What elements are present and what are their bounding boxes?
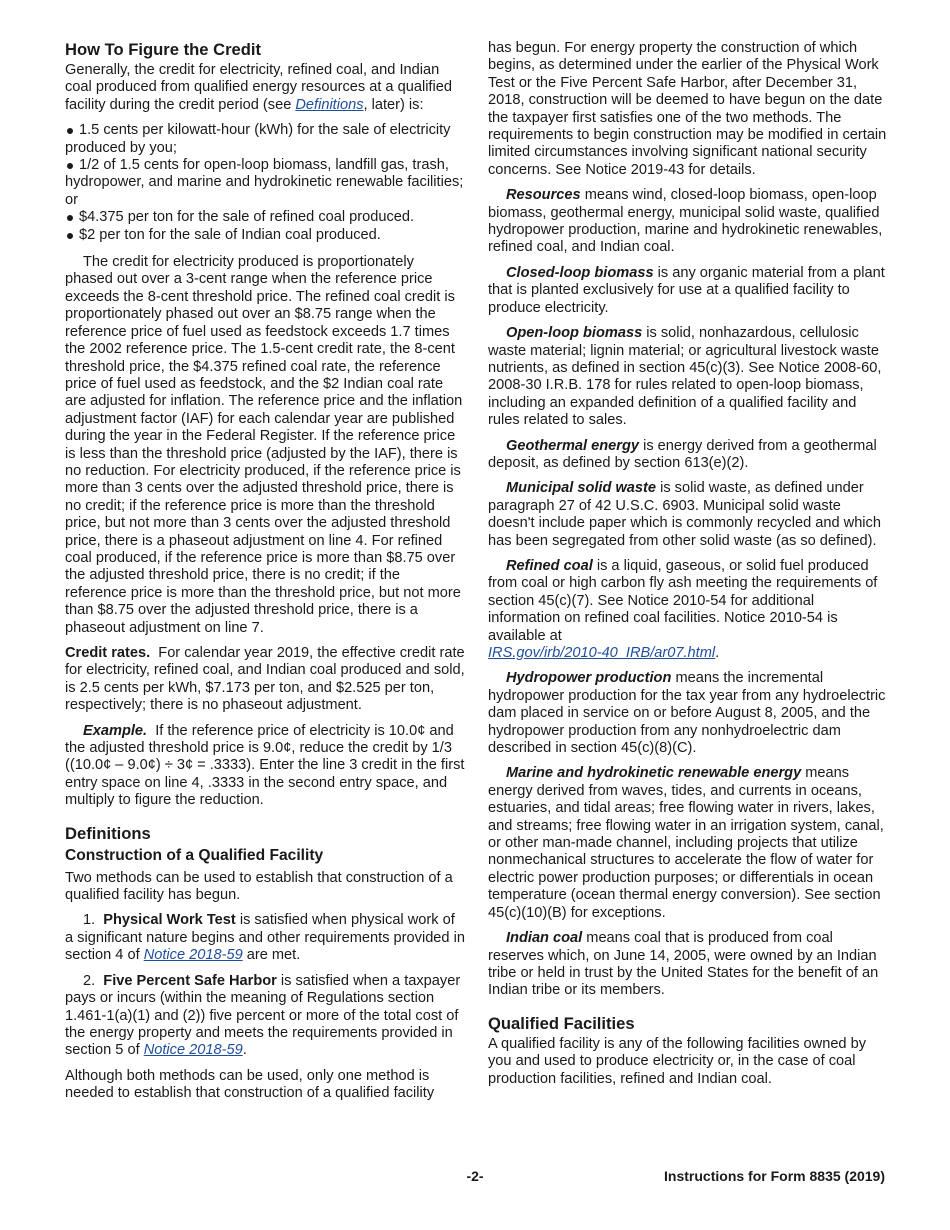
phaseout-paragraph: The credit for electricity produced is proportionately phased out over a 3-cent range when the reference price exceeds the 8-cent threshold price. The refined coal credit is proportionately phased out over an $8.75 range when the reference price of fuel used as feedstock exceeds 1.7 times the 2002 reference price. The 1.5-cent credit rate, the 8-cent threshold price, the $4.375 refined coal rate, the reference price of fuel used as feedstock, and the $2 Indian coal rate are adjusted for inflation. The reference price and the inflation adjustment factor (IAF) for each calendar year are published during the year in the Federal Register. If the reference price is less than the threshold price (adjusted by the IAF), there is no reduction. For electricity produced, if the reference price is more than 3 cents over the adjusted threshold price, there is no credit; if the reference price is more than the threshold price, but not more than 3 cents over the adjusted threshold price, there is a phaseout adjustment on line 4. For refined coal produced, if the reference price is more than $8.75 over the adjusted threshold price, there is no credit; if the reference price is more than the threshold price, but not more than $8.75 over the adjusted threshold price, there is a phaseout adjustment on line 7. bbox=[65, 254, 463, 636]
marine-hydrokinetic-text: means energy derived from waves, tides, and currents in oceans, estuaries, and tidal areas; free flowing water in rivers, lakes, and streams; free flowing water in an irrigation system, canal, or other man-made channel, including projects that utilize nonmechanical structures to accelerate the flow of water for electric power production purposes; or differentials in ocean temperature (ocean thermal energy conversion). See section 45(c)(10)(B) for exceptions. bbox=[488, 765, 884, 921]
indian-coal-definition bbox=[488, 930, 888, 1000]
refined-coal-definition bbox=[488, 558, 888, 662]
municipal-solid-waste-definition bbox=[488, 480, 888, 550]
hydropower-text: means the incremental hydropower production for the tax year from any hydroelectric dam placed in service on or before August 8, 2005, and the hydropower production from any nonhydroelectric dam described in section 45(c)(8)(C). bbox=[488, 670, 886, 757]
intro-text-before: Generally, the credit for electricity, refined coal, and Indian coal produced from qualified energy resources at a qualified facility during the credit period (see bbox=[65, 62, 452, 113]
section-heading-how-to-figure: How To Figure the Credit bbox=[65, 40, 262, 59]
physical-work-test-item bbox=[65, 912, 465, 964]
refined-coal-term: Refined coal bbox=[506, 557, 593, 574]
marine-hydrokinetic-term: Marine and hydrokinetic renewable energy bbox=[506, 765, 802, 782]
notice-2018-59-link[interactable]: Notice 2018-59 bbox=[143, 1042, 243, 1059]
continuation-paragraph: has begun. For energy property the construction of which begins, as determined under the earlier of the Physical Work Test or the Five Percent Safe Harbor, after December 31, 2018, construction will be deemed to have begun on the date the taxpayer first satisfies one of the two methods. The requirements to begin construction may be modified in certain limited circumstances involving significant national security concerns. See Notice 2019-43 for details. bbox=[488, 40, 887, 178]
five-percent-safe-harbor-item bbox=[65, 973, 465, 1060]
five-percent-safe-harbor-text: is satisfied when a taxpayer pays or incurs (within the meaning of Regulations section 1.461-1(a)(1) and (2)) five percent or more of the total cost of the energy property and meets the requirements provided in section 5 of bbox=[65, 972, 461, 1059]
physical-work-test-term: Physical Work Test bbox=[103, 912, 236, 929]
closing-paragraph: Although both methods can be used, only one method is needed to establish that construction of a qualified facility bbox=[65, 1067, 435, 1102]
hydropower-definition bbox=[488, 670, 888, 757]
qualified-facilities-heading: Qualified Facilities bbox=[488, 1013, 635, 1033]
notice-2018-59-link[interactable]: Notice 2018-59 bbox=[143, 947, 243, 964]
resources-term: Resources bbox=[506, 187, 581, 204]
definitions-heading: Definitions bbox=[65, 823, 151, 843]
item-number: 1. bbox=[83, 912, 96, 929]
construction-heading: Construction of a Qualified Facility bbox=[65, 846, 324, 864]
geothermal-term: Geothermal energy bbox=[506, 437, 640, 454]
item-number: 2. bbox=[83, 972, 96, 989]
list-item: 1/2 of 1.5 cents for open-loop biomass, landfill gas, trash, hydropower, and marine and hydrokinetic renewable facilities; or bbox=[65, 157, 464, 208]
definitions-link[interactable]: Definitions bbox=[295, 96, 364, 113]
list-item: $2 per ton for the sale of Indian coal produced. bbox=[65, 227, 465, 244]
intro-text-after: , later) is: bbox=[363, 96, 424, 113]
refined-coal-end: . bbox=[715, 645, 720, 661]
resources-definition bbox=[488, 187, 888, 257]
physical-work-test-text: is satisfied when physical work of a significant nature begins and other requirements provided in section 4 of bbox=[65, 912, 465, 964]
credit-rate-list bbox=[65, 122, 465, 244]
hydropower-term: Hydropower production bbox=[506, 670, 672, 687]
irs-refined-coal-link[interactable]: IRS.gov/irb/2010-40_IRB/ar07.html bbox=[488, 645, 716, 661]
credit-rates-paragraph bbox=[65, 645, 465, 715]
geothermal-definition bbox=[488, 438, 888, 473]
list-item: $4.375 per ton for the sale of refined coal produced. bbox=[65, 209, 465, 226]
municipal-solid-waste-text: is solid waste, as defined under paragraph 27 of 42 U.S.C. 6903. Municipal solid waste doesn't include paper which is commonly recycled and which has been segregated from other solid waste (as so defined). bbox=[488, 480, 881, 549]
geothermal-text: is energy derived from a geothermal deposit, as defined by section 613(e)(2). bbox=[488, 437, 877, 471]
example-text: If the reference price of electricity is 10.0¢ and the adjusted threshold price is 9.0¢, reduce the credit by 1/3 ((10.0¢ – 9.0¢) ÷ 3¢ = .3333). Enter the line 3 credit in the first entry space on line 4, .3333 in the second entry space, and multiply to figure the reduction. bbox=[65, 722, 465, 809]
page-number: -2- bbox=[466, 1168, 484, 1184]
open-loop-term: Open-loop biomass bbox=[506, 325, 643, 342]
credit-rates-label: Credit rates. bbox=[65, 645, 151, 661]
example-label: Example. bbox=[83, 722, 148, 739]
right-column bbox=[488, 40, 888, 1096]
intro-paragraph bbox=[65, 62, 465, 114]
indian-coal-text: means coal that is produced from coal reserves which, on June 14, 2005, were owned by an Indian tribe or held in trust by the United States for the benefit of an Indian tribe or its members. bbox=[488, 930, 879, 999]
closed-loop-definition bbox=[488, 265, 888, 317]
indian-coal-term: Indian coal bbox=[506, 930, 583, 947]
five-percent-safe-harbor-term: Five Percent Safe Harbor bbox=[103, 972, 277, 989]
left-column bbox=[65, 40, 465, 1111]
open-loop-definition bbox=[488, 325, 888, 429]
example-paragraph bbox=[65, 723, 465, 810]
closed-loop-text: is any organic material from a plant that is planted exclusively for use at a qualified facility to produce electricity. bbox=[488, 264, 885, 316]
five-percent-safe-harbor-end: . bbox=[242, 1042, 247, 1059]
closed-loop-term: Closed-loop biomass bbox=[506, 264, 654, 281]
page-footer bbox=[65, 1168, 885, 1188]
open-loop-text: is solid, nonhazardous, cellulosic waste material; lignin material; or agricultural livestock waste nutrients, as defined in section 45(c)(3). See Notice 2008-60, 2008-30 I.R.B. 178 for rules related to open-loop biomass, including an expanded definition of a qualified facility and rules related to sales. bbox=[488, 325, 882, 429]
refined-coal-text: is a liquid, gaseous, or solid fuel produced from coal or high carbon fly ash meeting the requirements of section 45(c)(7). See Notice 2010-54 for additional information on refined coal facilities. Notice 2010-54 is available at bbox=[488, 557, 878, 644]
marine-hydrokinetic-definition bbox=[488, 765, 888, 922]
list-item: 1.5 cents per kilowatt-hour (kWh) for the sale of electricity produced by you; bbox=[65, 122, 465, 157]
qualified-facilities-text: A qualified facility is any of the following facilities owned by you and used to produce electricity or, in the case of coal production facilities, refined and Indian coal. bbox=[488, 1035, 867, 1087]
form-title: Instructions for Form 8835 (2019) bbox=[664, 1168, 885, 1184]
construction-intro: Two methods can be used to establish that construction of a qualified facility has begun. bbox=[65, 869, 453, 904]
physical-work-test-end: are met. bbox=[242, 947, 301, 964]
resources-text: means wind, closed-loop biomass, open-loop biomass, geothermal energy, municipal solid waste, qualified hydropower production, marine and hydrokinetic renewables, refined coal, and Indian coal. bbox=[488, 187, 883, 256]
municipal-solid-waste-term: Municipal solid waste bbox=[506, 480, 657, 497]
credit-rates-text: For calendar year 2019, the effective credit rate for electricity, refined coal, and Indian coal produced and sold, is 2.5 cents per kWh, $7.173 per ton, and $2.525 per ton, respectively; there is no phaseout adjustment. bbox=[65, 645, 465, 714]
